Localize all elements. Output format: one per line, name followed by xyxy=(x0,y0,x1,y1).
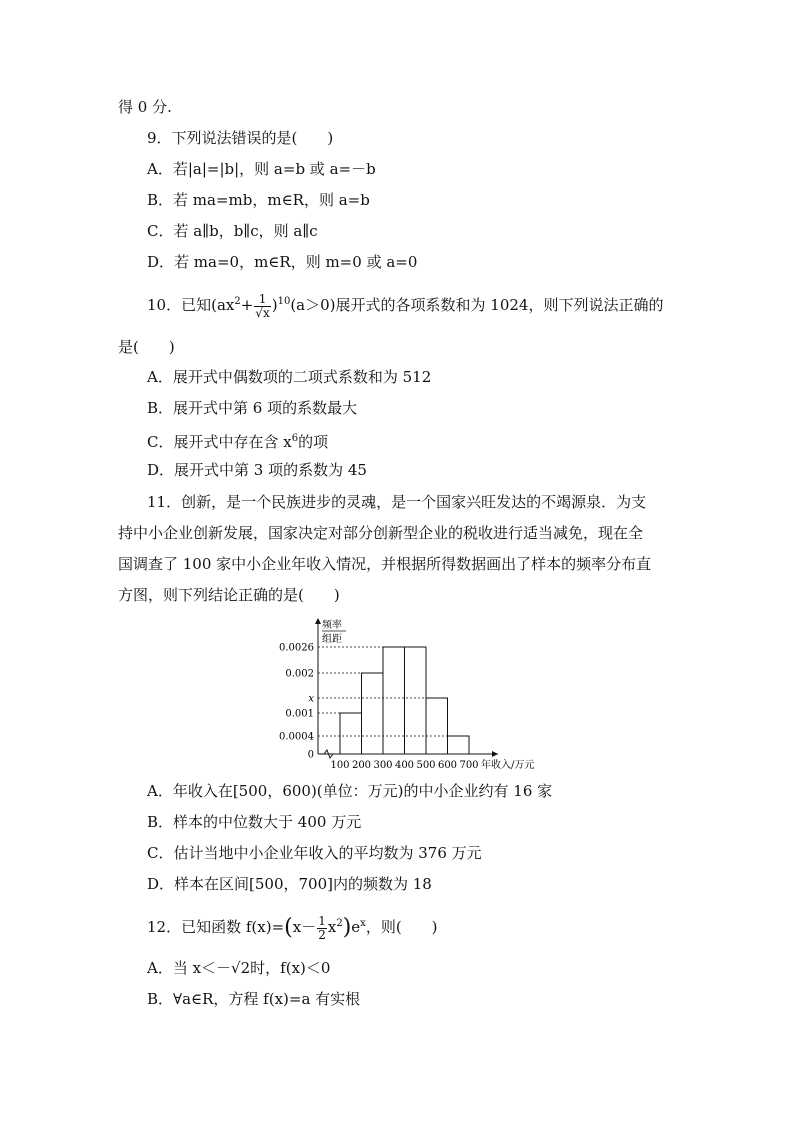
q10-sup-2: 2 xyxy=(234,296,241,307)
option-9a: A．若|a|=|b|，则 a=b 或 a=－b xyxy=(147,160,376,178)
x-tick-label: 200 xyxy=(351,760,372,771)
q12-post: ，则( ) xyxy=(365,918,438,936)
y-tick-label: 0.001 xyxy=(285,708,314,720)
option-9c: C．若 a∥b，b∥c，则 a∥c xyxy=(147,222,318,240)
question-11-line1: 11．创新，是一个民族进步的灵魂，是一个国家兴旺发达的不竭源泉．为支 xyxy=(147,493,647,511)
frequency-histogram xyxy=(270,612,570,772)
q10c-pre: C．展开式中存在含 x xyxy=(147,433,292,451)
histogram-bar xyxy=(383,647,405,754)
x-tick-label: 500 xyxy=(416,760,436,771)
option-10a: A．展开式中偶数项的二项式系数和为 512 xyxy=(147,368,432,386)
y-tick-label: 0.002 xyxy=(285,668,314,680)
question-12: 12．已知函数 f(x)=(x－ $\frac{1}{2}$ $x^2)e^x$，则( ) xyxy=(147,913,438,942)
x-tick-label: 700 xyxy=(459,760,479,771)
option-10d: D．展开式中第 3 项的系数为 45 xyxy=(147,461,367,479)
histogram-bar xyxy=(340,713,362,754)
option-9b: B．若 ma=mb，m∈R，则 a=b xyxy=(147,191,370,209)
y-label-bottom: 组距 xyxy=(322,634,342,645)
y-tick-label: x xyxy=(308,693,314,705)
q12-fraction xyxy=(317,915,327,942)
histogram-bar xyxy=(405,647,427,754)
line-prev-end: 得 0 分. xyxy=(118,98,172,116)
option-11d: D．样本在区间[500，700]内的频数为 18 xyxy=(147,875,432,893)
q10c-post: 的项 xyxy=(298,433,329,451)
q12-frac-den: 2 xyxy=(318,927,326,942)
option-10b: B．展开式中第 6 项的系数最大 xyxy=(147,399,358,417)
histogram-bar xyxy=(362,673,384,754)
question-10-cont: 是( ) xyxy=(118,338,175,356)
q12-e: e xyxy=(351,918,361,936)
q10-frac-den: √x xyxy=(255,305,270,320)
q10-frac-num: 1 xyxy=(254,293,270,307)
question-9: 9．下列说法错误的是( ) xyxy=(147,129,334,147)
option-9d: D．若 ma=0，m∈R，则 m=0 或 a=0 xyxy=(147,253,418,271)
x-axis-label: 年收入/万元 xyxy=(481,760,535,771)
x-tick-label: 100 xyxy=(330,760,350,771)
histogram-bar xyxy=(448,736,470,754)
option-11b: B．样本的中位数大于 400 万元 xyxy=(147,813,362,831)
option-10c xyxy=(147,429,328,452)
x-tick-label: 600 xyxy=(437,760,458,771)
y-tick-label: 0.0004 xyxy=(279,731,314,743)
q12-sup2: 2 xyxy=(336,918,343,929)
q10-plus: + xyxy=(240,296,254,314)
x-axis-arrow xyxy=(492,751,498,757)
option-12a: A．当 x＜－√2时，f(x)＜0 xyxy=(147,959,331,977)
q12-sup-x: x xyxy=(360,918,366,929)
option-11c: C．估计当地中小企业年收入的平均数为 376 万元 xyxy=(147,844,482,862)
q10-text-e: (a＞0)展开式的各项系数和为 1024，则下列说法正确的 xyxy=(290,296,664,314)
option-11a: A．年收入在[500，600)(单位：万元)的中小企业约有 16 家 xyxy=(147,782,553,800)
question-10: 10．已知($ax^2+$ $\frac{1}{√x}$ )$^{10}$(a＞0)展开式的各项系数和为 1024，则下列说法正确的 xyxy=(147,291,664,320)
question-11-line3: 国调查了 100 家中小企业年收入情况，并根据所得数据画出了样本的频率分布直 xyxy=(118,555,652,573)
q10-sup-10: 10 xyxy=(277,296,291,307)
q10-fraction xyxy=(254,293,270,320)
q12-in2: x xyxy=(327,918,337,936)
question-11-line2: 持中小企业创新发展，国家决定对部分创新型企业的税收进行适当减免，现在全 xyxy=(118,524,644,542)
histogram-bar xyxy=(426,698,448,754)
y-tick-label: 0.0026 xyxy=(279,642,314,654)
option-12b: B．∀a∈R，方程 f(x)=a 有实根 xyxy=(147,990,361,1008)
q12-frac-num: 1 xyxy=(318,913,326,928)
q12-pre: 12．已知函数 f(x)= xyxy=(147,918,285,936)
y-label-top: 频率 xyxy=(322,620,342,631)
q10c-sup: 6 xyxy=(291,433,299,444)
question-11-line4: 方图，则下列结论正确的是( ) xyxy=(118,586,340,604)
y-tick-label: 0 xyxy=(307,749,314,761)
x-tick-label: 400 xyxy=(394,760,415,771)
q10-text-a: 10．已知(ax xyxy=(147,296,235,314)
x-tick-label: 300 xyxy=(373,760,393,771)
q12-in1: x－ xyxy=(292,918,317,936)
y-axis-arrow xyxy=(315,618,321,624)
